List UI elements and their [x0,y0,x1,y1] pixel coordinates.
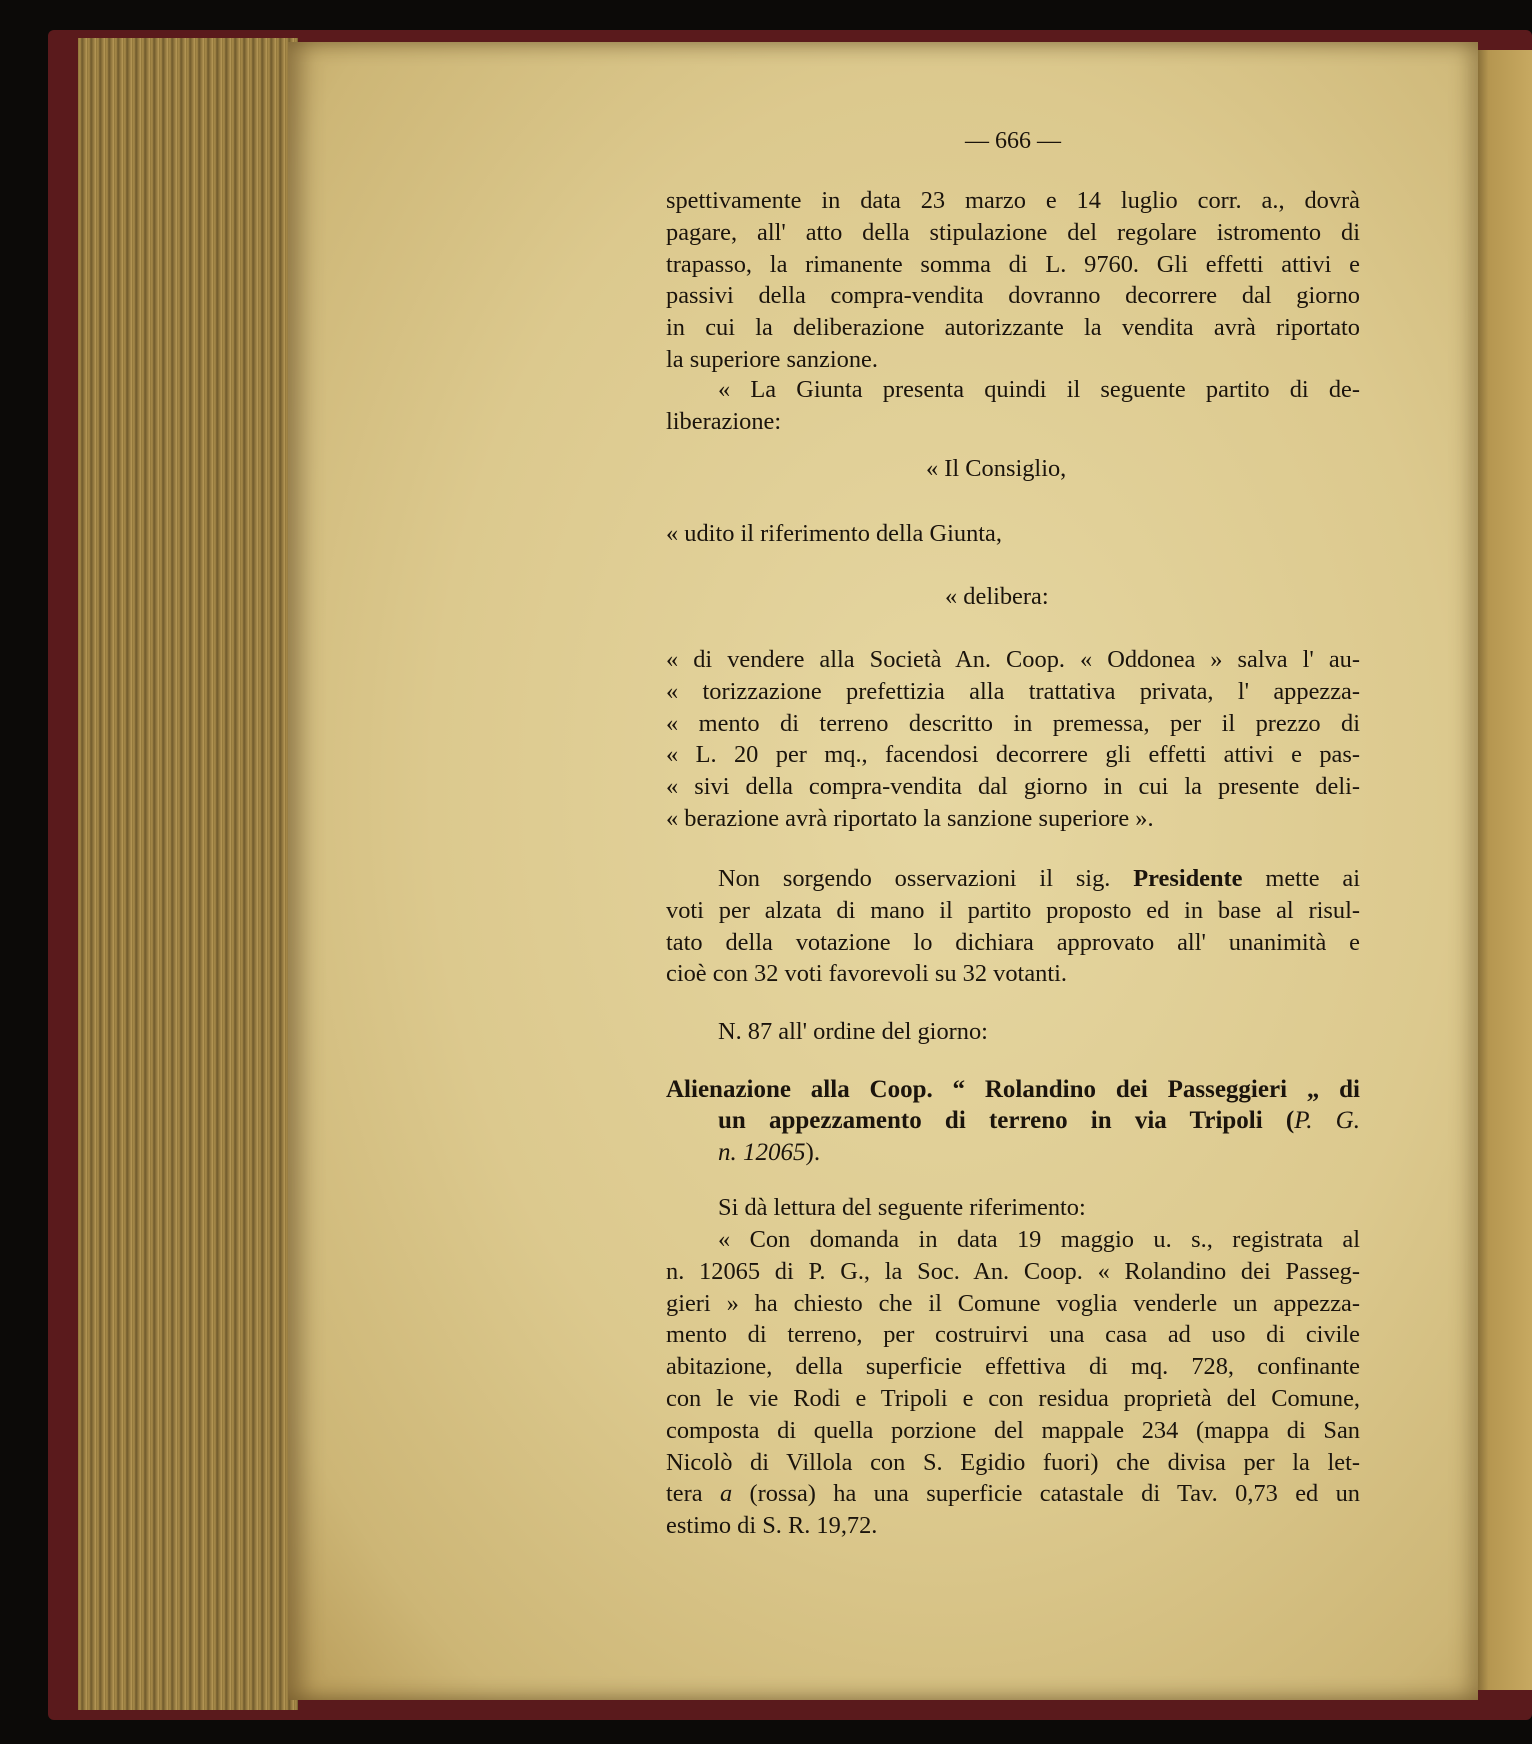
text-line [666,863,1360,895]
page-edges [78,38,298,1710]
text-line: cioè con 32 voti favorevoli su 32 votanti. [666,960,1068,988]
text-line: « di vendere alla Società An. Coop. « Oddonea » salva l' au- [666,646,1360,673]
text-line: Nicolò di Villola con S. Egidio fuori) che divisa per la let- [666,1448,1360,1476]
text-line: « Con domanda in data 19 maggio u. s., registrata al [718,1226,1360,1253]
text-line: pagare, all' atto della stipulazione del regolare istromento di [666,218,1360,246]
page-number: — 666 — [965,128,1061,154]
text-line: liberazione: [666,407,782,435]
text-fragment: (rossa) ha una superficie catastale di Tav. 0,73 ed un [732,1480,1360,1508]
paragraph-1 [666,185,1360,376]
reading-line: Si dà lettura del seguente riferimento: [718,1194,1086,1221]
text-fragment: mette ai [1242,865,1360,892]
heading-line [666,1137,1360,1168]
text-line: estimo di S. R. 19,72. [666,1512,878,1540]
facing-page-edge [1470,50,1532,1690]
text-line: in cui la deliberazione autorizzante la vendita avrà riportato [666,314,1360,342]
paragraph-4 [666,863,1360,990]
text-line: spettivamente in data 23 marzo e 14 luglio corr. a., dovrà [666,187,1360,214]
udito-line: « udito il riferimento della Giunta, [666,520,1002,547]
text-line: mento di terreno, per costruirvi una casa ad uso di civile [666,1321,1360,1349]
text-line: abitazione, della superficie effettiva di mq. 728, confinante [666,1353,1360,1381]
text-line: « mento di terreno descritto in premessa, per il prezzo di [666,709,1360,737]
text-line: tato della votazione lo dichiara approvato all' unanimità e [666,928,1360,956]
paragraph-5 [666,1224,1360,1542]
text-line: « berazione avrà riportato la sanzione superiore ». [666,804,1154,832]
heading-ref: P. G. [1294,1107,1360,1135]
heading-ref: n. 12065 [718,1138,806,1166]
heading-fragment: un appezzamento di terreno in via Tripoli ( [718,1107,1295,1135]
speaker-name: Presidente [1133,865,1243,892]
text-line: « L. 20 per mq., facendosi decorrere gli effetti attivi e pas- [666,741,1360,769]
paragraph-3 [666,644,1360,835]
text-line: composta di quella porzione del mappale 234 (mappa di San [666,1416,1360,1444]
text-line: « torizzazione prefettizia alla trattativa privata, l' appezza- [666,677,1360,705]
text-line: voti per alzata di mano il partito proposto ed in base al risul- [666,896,1360,924]
paragraph-2 [666,374,1360,438]
text-line: la superiore sanzione. [666,345,878,373]
text-line: passivi della compra-vendita dovranno decorrere dal giorno [666,282,1360,310]
delibera-line: « delibera: [945,583,1049,610]
text-line: con le vie Rodi e Tripoli e con residua proprietà del Comune, [666,1384,1360,1412]
agenda-item-line: N. 87 all' ordine del giorno: [718,1018,988,1045]
heading-line: Alienazione alla Coop. “ Rolandino dei Passeggieri „ di [666,1076,1360,1103]
text-line: « sivi della compra-vendita dal giorno in cui la presente deli- [666,773,1360,801]
text-line [666,1478,1360,1510]
text-fragment: tera [666,1480,720,1508]
section-heading [666,1074,1360,1168]
text-line: trapasso, la rimanente somma di L. 9760. Gli effetti attivi e [666,250,1360,278]
text-fragment: a [719,1480,733,1508]
consiglio-line: « Il Consiglio, [926,455,1067,482]
text-line: n. 12065 di P. G., la Soc. An. Coop. « Rolandino dei Passeg- [666,1257,1360,1285]
text-line: gieri » ha chiesto che il Comune voglia venderle un appezza- [666,1289,1360,1317]
text-fragment: Non sorgendo osservazioni il sig. [718,865,1134,892]
text-line: « La Giunta presenta quindi il seguente partito di de- [718,376,1360,403]
heading-line [666,1105,1360,1136]
heading-fragment: ). [805,1138,821,1166]
